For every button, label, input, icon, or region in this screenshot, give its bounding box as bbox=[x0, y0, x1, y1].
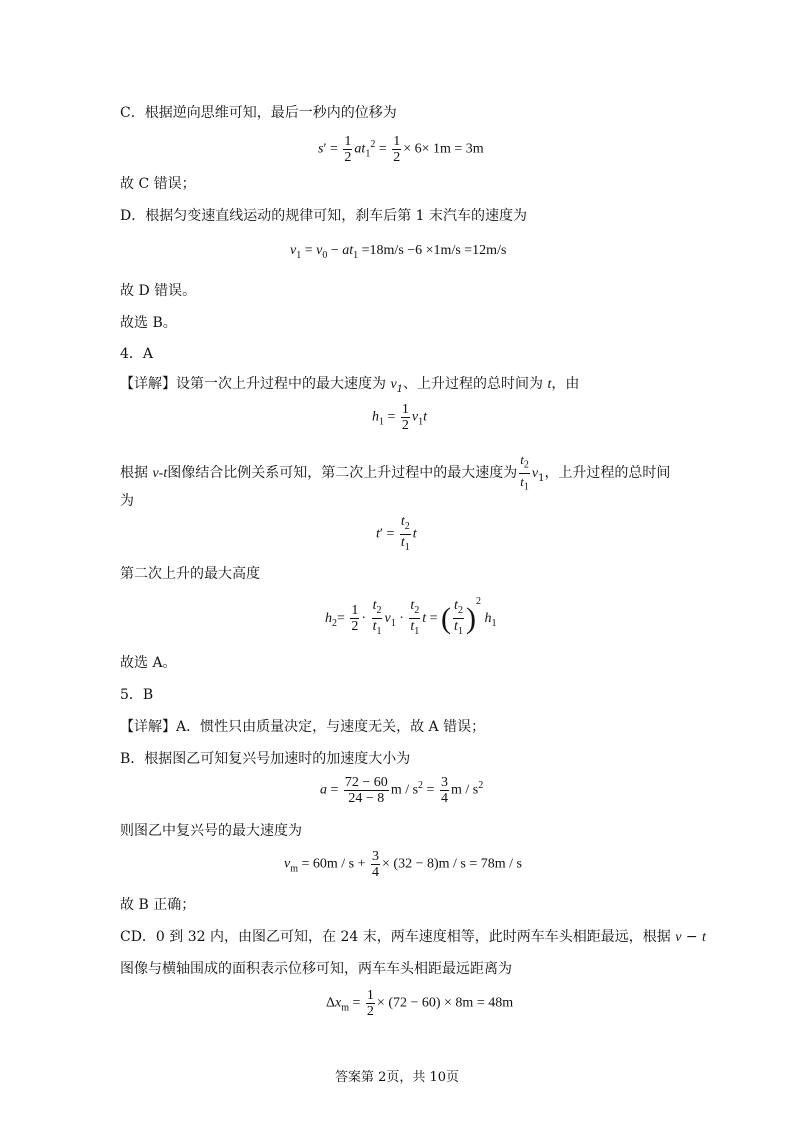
text-vt-ratio: 根据 v-t图像结合比例关系可知，第二次上升过程中的最大速度为 $\frac{t_2}{t_1}$ $v_1$，上升过程的总时间 bbox=[120, 452, 671, 493]
vt-part1: 根据 bbox=[120, 465, 148, 482]
text-c-wrong: 故 C 错误； bbox=[120, 176, 196, 192]
text-b-correct: 故 B 正确； bbox=[120, 897, 196, 913]
detail-4-part3: ，由 bbox=[551, 376, 580, 392]
eq-vmax: $v_m = 60m / s$ + $\frac{3}{4}$ × (32 − 8)m / s = 78m / s bbox=[284, 849, 522, 880]
text-cd: CD．0 到 32 内，由图乙可知，在 24 末，两车速度相等，此时两车车头相距最远，根据 v − t bbox=[120, 929, 706, 945]
text-b: B．根据图乙可知复兴号加速时的加速度大小为 bbox=[120, 751, 411, 767]
eq-acceleration: a = $\frac{72 - 60}{24 - 8}$ m / $s^2$ = $\frac{3}{4}$ m / $s^2$ bbox=[320, 775, 484, 806]
answer-5: 5．B bbox=[120, 687, 154, 703]
eq-displacement: s′ = $\frac{1}{2}$ $at_1^2$ = $\frac{1}{2}$ × 6× 1m = 3m bbox=[318, 134, 484, 165]
text-choose-a: 故选 A。 bbox=[120, 655, 177, 671]
detail-4-part1: 【详解】设第一次上升过程中的最大速度为 bbox=[120, 376, 386, 392]
vt-part3: ，上升过程的总时间 bbox=[544, 465, 671, 482]
text-d-wrong: 故 D 错误。 bbox=[120, 283, 197, 299]
answer-4: 4．A bbox=[120, 346, 154, 362]
text-d: D．根据匀变速直线运动的规律可知，刹车后第 1 末汽车的速度为 bbox=[120, 208, 528, 224]
eq-tprime: t′ = $\frac{t_2}{t_1}$ t bbox=[376, 514, 417, 553]
eq-h2: $h_2=$ $\frac{1}{2}$ · $\frac{t_2}{t_1}$ $v_1$ · $\frac{t_2}{t_1}$ t = ( $\frac{t_2}{t_1}$ )$^2$ $h_1$ bbox=[325, 596, 497, 638]
text-c: C．根据逆向思维可知，最后一秒内的位移为 bbox=[120, 105, 397, 121]
text-detail-4: 【详解】设第一次上升过程中的最大速度为 $v_1$、上升过程的总时间为 t，由 bbox=[120, 376, 580, 395]
page-footer: 答案第 2页，共 10页 bbox=[334, 1070, 460, 1085]
text-area: 图像与横轴围成的面积表示位移可知，两车车头相距最远距离为 bbox=[120, 961, 512, 977]
text-max-speed: 则图乙中复兴号的最大速度为 bbox=[120, 823, 302, 839]
eq-max-distance: $\Delta x_m$ = $\frac{1}{2}$ × (72 − 60) × 8m = 48m bbox=[326, 988, 514, 1019]
text-second-height: 第二次上升的最大高度 bbox=[120, 566, 260, 582]
text-wei: 为 bbox=[120, 493, 134, 509]
text-detail-5: 【详解】A．惯性只由质量决定，与速度无关，故 A 错误； bbox=[120, 719, 486, 735]
text-choose-b: 故选 B。 bbox=[120, 315, 177, 331]
detail-4-part2: 、上升过程的总时间为 bbox=[403, 376, 544, 392]
eq-h1: $h_1$ = $\frac{1}{2}$ $v_1t$ bbox=[372, 402, 428, 433]
cd-part1: CD．0 到 32 内，由图乙可知，在 24 末，两车速度相等，此时两车车头相距最远，根据 bbox=[120, 929, 671, 945]
vt-part2: 图像结合比例关系可知，第二次上升过程中的最大速度为 bbox=[167, 465, 518, 482]
eq-velocity: $v_1 = v_0 - at_1 =18m/s -6 \times 1m/s =12m/s$ bbox=[290, 243, 507, 261]
